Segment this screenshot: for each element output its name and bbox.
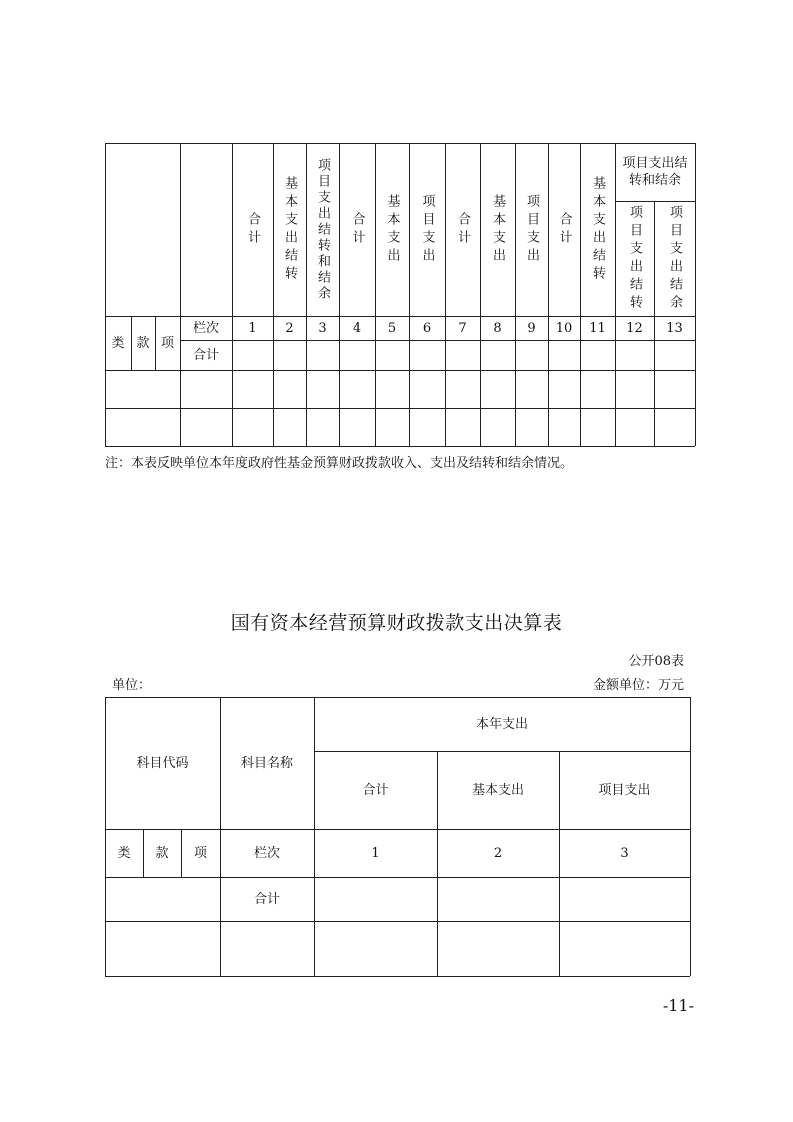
row-label-lanci: [180, 316, 232, 340]
row-label-text: 合计: [192, 347, 219, 363]
col-head-label: 基本支出结转: [590, 175, 605, 284]
sub-head-basic: [437, 751, 559, 829]
col-head-label: 基本支出: [384, 193, 400, 266]
col-head-label: 合计: [349, 211, 365, 248]
col-number-text: 2: [285, 320, 294, 336]
head-name-label: 科目名称: [240, 755, 293, 771]
col-number: [339, 316, 375, 340]
head-name: [220, 697, 314, 829]
row-label-xiang: [181, 829, 220, 877]
sub-head-project: [559, 751, 690, 829]
head-year-label: 本年支出: [475, 716, 528, 732]
row-label-text: 类: [117, 845, 131, 861]
col-head-label: 合计: [245, 211, 260, 248]
col-head-label: 项目支出结转: [627, 204, 642, 313]
col-number-text: 8: [493, 320, 502, 336]
row-label-heji: [180, 340, 232, 370]
col-head-label: 合计: [455, 211, 470, 248]
row-label-text: 类: [111, 335, 125, 351]
col-head-9: [515, 143, 548, 316]
col-number: [480, 316, 515, 340]
col-number-text: 11: [589, 320, 606, 336]
col-number-text: 2: [493, 845, 503, 861]
col-head-8: [480, 143, 515, 316]
col-number-text: 13: [666, 320, 683, 336]
col-number-text: 12: [626, 320, 643, 336]
col-number: [437, 829, 559, 877]
col-head-1: [232, 143, 273, 316]
unit-label: 单位：: [112, 678, 152, 693]
col-number: [409, 316, 445, 340]
col-head-label: 项目支出: [524, 193, 539, 266]
col-head-2: [273, 143, 306, 316]
col-head-6: [409, 143, 445, 316]
sub-head-label: 项目支出: [598, 782, 651, 798]
row-label-kuan: [131, 316, 155, 370]
col-head-3: [306, 143, 339, 316]
col-number-text: 5: [387, 320, 397, 336]
row-label-lei: [105, 316, 131, 370]
table-note: 注：本表反映单位本年度政府性基金预算财政拨款收入、支出及结转和结余情况。: [105, 456, 574, 471]
row-label-text: 款: [136, 335, 150, 351]
col-number-text: 7: [458, 320, 467, 336]
col-number-text: 10: [555, 320, 573, 336]
sub-head-label: 合计: [362, 782, 389, 798]
group-head-label: 项目支出结转和结余: [622, 156, 688, 188]
row-label-kuan: [143, 829, 181, 877]
col-number-text: 4: [352, 320, 362, 336]
col-number-text: 9: [527, 320, 536, 336]
col-number: [559, 829, 690, 877]
head-code-label: 科目代码: [136, 755, 189, 771]
col-number: [615, 316, 654, 340]
col-head-11: [580, 143, 615, 316]
row-label-lei: [105, 829, 143, 877]
col-number: [375, 316, 409, 340]
col-head-13: [654, 201, 695, 316]
col-number: [515, 316, 548, 340]
col-number: [306, 316, 339, 340]
row-label-text: 栏次: [253, 845, 280, 861]
col-head-label: 项目支出结转和结余: [315, 157, 330, 302]
row-label-text: 栏次: [192, 320, 219, 336]
col-number-text: 3: [620, 845, 629, 861]
col-number: [654, 316, 695, 340]
amount-unit: 金额单位：万元: [592, 678, 684, 693]
col-head-label: 合计: [556, 211, 572, 248]
col-number: [580, 316, 615, 340]
col-head-7: [445, 143, 480, 316]
page-number: -11-: [662, 996, 694, 1015]
col-number-text: 1: [248, 320, 257, 336]
form-code: 公开08表: [628, 654, 684, 669]
col-head-label: 基本支出: [490, 193, 505, 266]
head-code: [105, 697, 220, 829]
col-head-12: [615, 201, 654, 316]
col-head-5: [375, 143, 409, 316]
row-label-text: 款: [155, 845, 169, 861]
row-label-text: 项: [160, 335, 174, 351]
col-head-label: 项目支出结余: [667, 204, 682, 313]
page-title: 国有资本经营预算财政拨款支出决算表: [230, 612, 563, 634]
row-label-text: 合计: [253, 891, 280, 907]
sub-head-label: 基本支出: [471, 782, 524, 798]
col-number-text: 3: [318, 320, 327, 336]
sub-head-total: [314, 751, 437, 829]
row-label-lanci: [220, 829, 314, 877]
col-head-10: [548, 143, 580, 316]
col-number-text: 6: [422, 320, 432, 336]
col-number: [445, 316, 480, 340]
col-number: [273, 316, 306, 340]
col-head-4: [339, 143, 375, 316]
row-label-xiang: [155, 316, 180, 370]
col-head-label: 项目支出: [419, 193, 435, 266]
col-head-label: 基本支出结转: [282, 175, 297, 284]
col-number: [314, 829, 437, 877]
group-head: [617, 143, 693, 201]
col-number-text: 1: [371, 845, 380, 861]
head-year: [314, 697, 690, 751]
col-number: [232, 316, 273, 340]
row-label-text: 项: [193, 845, 207, 861]
col-number: [548, 316, 580, 340]
row-label-heji: [220, 877, 314, 921]
